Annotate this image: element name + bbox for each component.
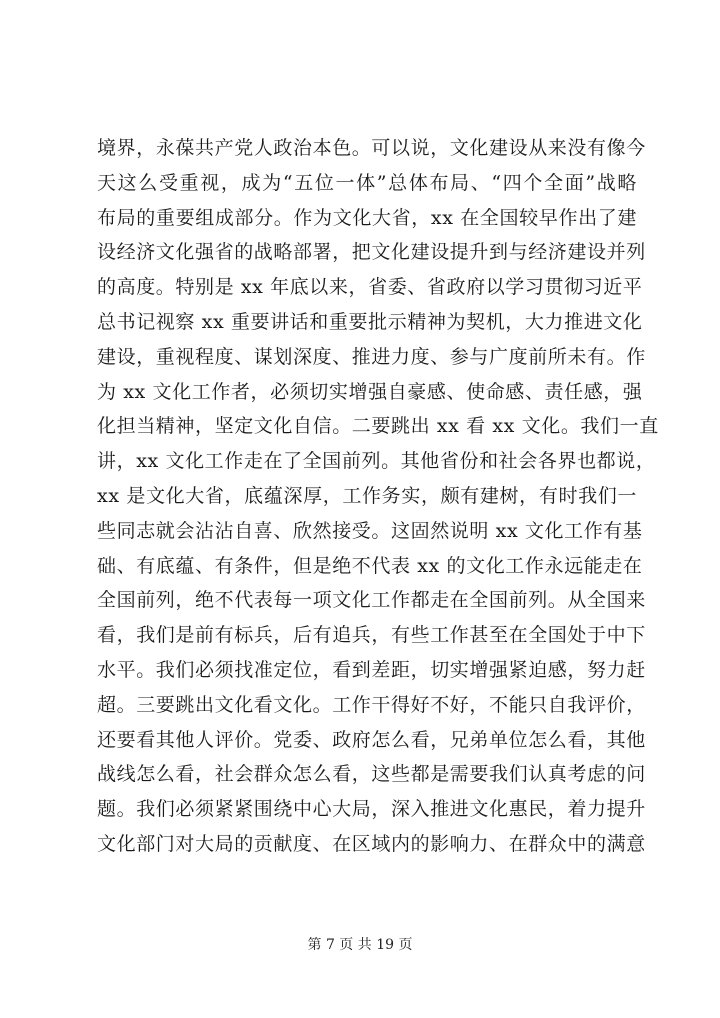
page-number-footer: 第 7 页 共 19 页	[307, 937, 413, 953]
text-line: 布局的重要组成部分。作为文化大省，xx 在全国较早作出了建	[97, 206, 637, 229]
text-line: 建设，重视程度、谋划深度、推进力度、参与广度前所未有。作	[97, 345, 646, 368]
text-line: 化担当精神，坚定文化自信。二要跳出 xx 看 xx 文化。我们一直	[97, 415, 659, 438]
text-line: 设经济文化强省的战略部署，把文化建设提升到与经济建设并列	[97, 241, 646, 264]
text-line: 些同志就会沾沾自喜、欣然接受。这固然说明 xx 文化工作有基	[97, 519, 643, 542]
text-line: 超。三要跳出文化看文化。工作干得好不好，不能只自我评价，	[97, 693, 646, 716]
text-line: 的高度。特别是 xx 年底以来，省委、省政府以学习贯彻习近平	[97, 276, 643, 299]
text-line: 水平。我们必须找准定位，看到差距，切实增强紧迫感，努力赶	[97, 658, 646, 681]
text-line: 天这么受重视，成为“五位一体”总体布局、“四个全面”战略	[97, 171, 637, 194]
text-line: 看，我们是前有标兵，后有追兵，有些工作甚至在全国处于中下	[97, 624, 646, 647]
text-line: 题。我们必须紧紧围绕中心大局，深入推进文化惠民，着力提升	[97, 798, 646, 821]
text-line: 全国前列，绝不代表每一项文化工作都走在全国前列。从全国来	[97, 589, 646, 612]
text-line: 总书记视察 xx 重要讲话和重要批示精神为契机，大力推进文化	[97, 310, 643, 333]
text-line: 为 xx 文化工作者，必须切实增强自豪感、使命感、责任感，强	[97, 380, 643, 403]
text-line: 境界，永葆共产党人政治本色。可以说，文化建设从来没有像今	[97, 137, 646, 159]
text-line: 文化部门对大局的贡献度、在区域内的影响力、在群众中的满意	[97, 832, 646, 855]
text-line: 础、有底蕴、有条件，但是绝不代表 xx 的文化工作永远能走在	[97, 554, 643, 577]
text-line: xx 是文化大省，底蕴深厚，工作务实，颇有建树，有时我们一	[97, 484, 637, 507]
body-text	[97, 131, 659, 862]
text-line: 战线怎么看，社会群众怎么看，这些都是需要我们认真考虑的问	[97, 763, 646, 786]
text-line: 还要看其他人评价。党委、政府怎么看，兄弟单位怎么看，其他	[97, 728, 646, 751]
text-line: 讲，xx 文化工作走在了全国前列。其他省份和社会各界也都说，	[97, 450, 656, 473]
